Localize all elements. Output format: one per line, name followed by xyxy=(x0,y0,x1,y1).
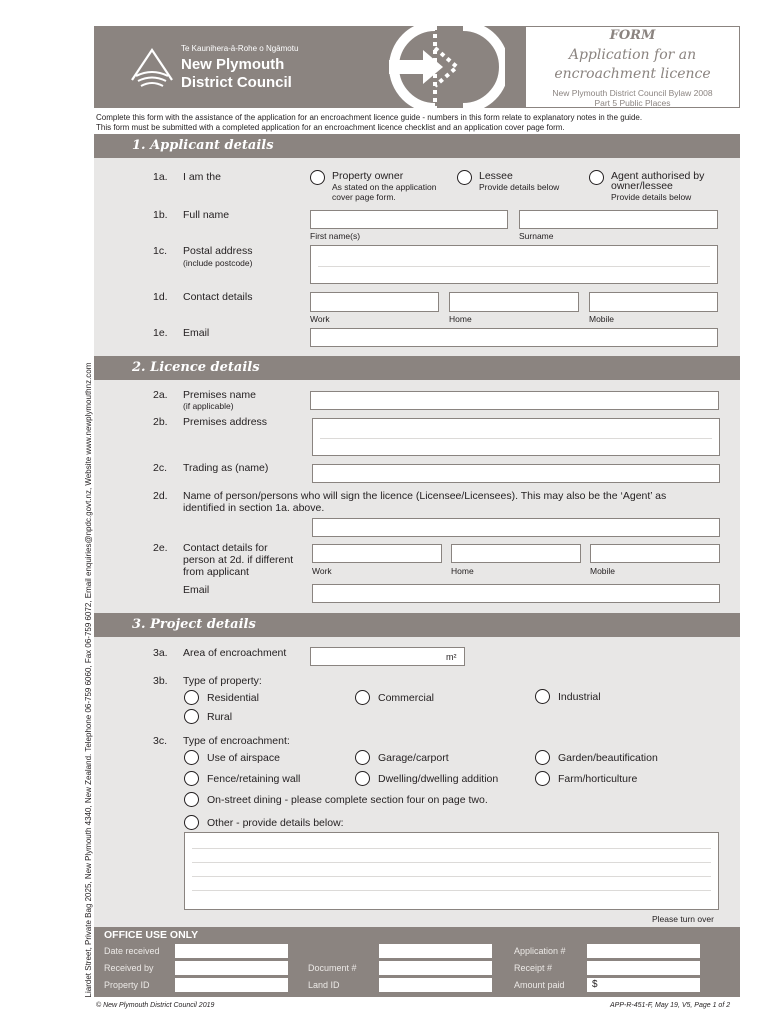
section1-header xyxy=(94,134,740,158)
turn-over-note: Please turn over xyxy=(652,914,714,924)
residential-label: Residential xyxy=(207,692,259,704)
onstreet-dining-label: On-street dining - please complete section four on page two. xyxy=(207,794,488,806)
fence-radio[interactable] xyxy=(184,771,199,786)
q2e-line1: Contact details for xyxy=(183,542,268,554)
rural-label: Rural xyxy=(207,711,233,723)
receipt-no-label: Receipt # xyxy=(514,963,553,973)
bylaw-line1: New Plymouth District Council Bylaw 2008 xyxy=(552,88,713,98)
application-no-label: Application # xyxy=(514,946,566,956)
q1d-label: Contact details xyxy=(183,291,253,303)
q1c-label: Postal address xyxy=(183,245,253,257)
q3c-label: Type of encroachment: xyxy=(183,735,290,747)
postal-address-input[interactable] xyxy=(310,245,718,284)
q2e-line2: person at 2d. if different xyxy=(183,554,294,566)
garden-radio[interactable] xyxy=(535,750,550,765)
other-details-rule1 xyxy=(192,848,711,849)
garden-label: Garden/beautification xyxy=(558,752,658,764)
area-unit: m² xyxy=(446,652,457,662)
trading-as-input[interactable] xyxy=(312,464,720,483)
intro-line1: Complete this form with the assistance of the application for an encroachment licence guide - numbers in this form relate to explanatory notes in the guide. xyxy=(96,113,643,122)
first-name-caption: First name(s) xyxy=(310,231,361,241)
email-input[interactable] xyxy=(310,328,718,347)
q2d-line2: identified in section 1a. above. xyxy=(183,502,325,514)
amount-paid-input[interactable] xyxy=(587,978,700,992)
commercial-label: Commercial xyxy=(378,692,435,704)
residential-radio[interactable] xyxy=(184,690,199,705)
council-name-line2: District Council xyxy=(181,74,292,91)
licensee-home-input[interactable] xyxy=(451,544,581,563)
other-details-rule3 xyxy=(192,876,711,877)
property-id-input[interactable] xyxy=(175,978,288,992)
application-no-input[interactable] xyxy=(587,944,700,958)
q3b-label: Type of property: xyxy=(183,675,262,687)
dwelling-label: Dwelling/dwelling addition xyxy=(378,773,499,785)
q1a-label: I am the xyxy=(183,171,221,183)
licensee-mobile-input[interactable] xyxy=(590,544,720,563)
other-details-rule4 xyxy=(192,890,711,891)
document-no-label: Document # xyxy=(308,963,357,973)
maori-council-name: Te Kaunihera-ā-Rohe o Ngāmotu xyxy=(181,44,299,53)
agent-label-line2: owner/lessee xyxy=(611,180,673,192)
premises-address-rule xyxy=(320,438,712,439)
rural-radio[interactable] xyxy=(184,709,199,724)
contact-side-text: Liardet Street, Private Bag 2025, New Plymouth 4340, New Zealand. Telephone 06-759 6060, Fax 06-759 6072, Email enquiries@npdc.govt.nz, Website www.newplymouthnz.com xyxy=(84,362,93,998)
licensee-home-caption: Home xyxy=(451,566,474,576)
section3-title: 3. Project details xyxy=(132,617,256,632)
commercial-radio[interactable] xyxy=(355,690,370,705)
q2d-num: 2d. xyxy=(153,490,168,502)
council-logo-icon xyxy=(128,46,176,92)
q3a-label: Area of encroachment xyxy=(183,647,287,659)
licensee-work-caption: Work xyxy=(312,566,332,576)
other-label: Other - provide details below: xyxy=(207,817,344,829)
section2-title: 2. Licence details xyxy=(132,360,260,375)
arrow-graphic-icon xyxy=(375,26,505,108)
lessee-sub: Provide details below xyxy=(479,182,560,192)
lessee-label: Lessee xyxy=(479,170,513,182)
q2e-num: 2e. xyxy=(153,542,168,554)
q2c-num: 2c. xyxy=(153,462,168,474)
property-owner-radio[interactable] xyxy=(310,170,325,185)
home-phone-input[interactable] xyxy=(449,292,579,312)
intro-line2: This form must be submitted with a completed application for an encroachment licence checklist and an application cover page form. xyxy=(96,123,565,132)
licensee-email-input[interactable] xyxy=(312,584,720,603)
q2c-label: Trading as (name) xyxy=(183,462,269,474)
q1b-num: 1b. xyxy=(153,209,168,221)
farm-label: Farm/horticulture xyxy=(558,773,638,785)
bylaw-line2: Part 5 Public Places xyxy=(594,98,671,108)
form-title-line1: Application for an xyxy=(568,47,697,63)
work-phone-input[interactable] xyxy=(310,292,439,312)
land-id-input[interactable] xyxy=(379,978,492,992)
industrial-label: Industrial xyxy=(558,691,601,703)
property-id-label: Property ID xyxy=(104,980,150,990)
amount-paid-label: Amount paid xyxy=(514,980,565,990)
received-by-input[interactable] xyxy=(175,961,288,975)
q1b-label: Full name xyxy=(183,209,230,221)
section3-header xyxy=(94,613,740,637)
q2d-line1: Name of person/persons who will sign the licence (Licensee/Licensees). This may also be the ‘Agent’ as xyxy=(183,490,667,502)
property-owner-label: Property owner xyxy=(332,170,404,182)
q2e-line3: from applicant xyxy=(183,566,249,578)
licensee-mobile-caption: Mobile xyxy=(590,566,616,576)
encroachment-area-input[interactable] xyxy=(310,647,465,666)
premises-name-input[interactable] xyxy=(310,391,719,410)
agent-radio[interactable] xyxy=(589,170,604,185)
q3c-num: 3c. xyxy=(153,735,168,747)
farm-radio[interactable] xyxy=(535,771,550,786)
form-title-line2: encroachment licence xyxy=(554,66,711,82)
airspace-radio[interactable] xyxy=(184,750,199,765)
lessee-radio[interactable] xyxy=(457,170,472,185)
garage-radio[interactable] xyxy=(355,750,370,765)
mobile-caption: Mobile xyxy=(589,314,615,324)
other-radio[interactable] xyxy=(184,815,199,830)
land-id-label: Land ID xyxy=(308,980,340,990)
q2b-label: Premises address xyxy=(183,416,268,428)
q3a-num: 3a. xyxy=(153,647,168,659)
q1e-num: 1e. xyxy=(153,327,168,339)
agent-label-line1: Agent authorised by xyxy=(611,170,705,182)
home-caption: Home xyxy=(449,314,472,324)
other-details-textarea[interactable] xyxy=(184,832,719,910)
q1d-num: 1d. xyxy=(153,291,168,303)
q2a-num: 2a. xyxy=(153,389,168,401)
property-owner-sub2: cover page form. xyxy=(332,192,396,202)
currency-symbol: $ xyxy=(592,979,598,990)
dwelling-radio[interactable] xyxy=(355,771,370,786)
postal-address-rule xyxy=(318,266,710,267)
licensee-work-input[interactable] xyxy=(312,544,442,563)
office-blank-input[interactable] xyxy=(379,944,492,958)
garage-label: Garage/carport xyxy=(378,752,449,764)
first-name-input[interactable] xyxy=(310,210,508,229)
q1a-num: 1a. xyxy=(153,171,168,183)
q2a-label: Premises name xyxy=(183,389,256,401)
fence-label: Fence/retaining wall xyxy=(207,773,301,785)
date-received-input[interactable] xyxy=(175,944,288,958)
receipt-no-input[interactable] xyxy=(587,961,700,975)
q3b-num: 3b. xyxy=(153,675,168,687)
q1c-num: 1c. xyxy=(153,245,168,257)
office-use-panel xyxy=(94,927,740,997)
licensee-name-input[interactable] xyxy=(312,518,720,537)
document-no-input[interactable] xyxy=(379,961,492,975)
q1e-label: Email xyxy=(183,327,210,339)
surname-input[interactable] xyxy=(519,210,718,229)
office-use-title: OFFICE USE ONLY xyxy=(104,929,199,941)
industrial-radio[interactable] xyxy=(535,689,550,704)
q1c-sub: (include postcode) xyxy=(183,258,253,268)
q2a-sub: (if applicable) xyxy=(183,401,234,411)
property-owner-sub1: As stated on the application xyxy=(332,182,437,192)
received-by-label: Received by xyxy=(104,963,154,973)
airspace-label: Use of airspace xyxy=(207,752,280,764)
agent-sub: Provide details below xyxy=(611,192,692,202)
section1-title: 1. Applicant details xyxy=(132,138,274,153)
mobile-phone-input[interactable] xyxy=(589,292,718,312)
premises-address-input[interactable] xyxy=(312,418,720,456)
licensee-email-label: Email xyxy=(183,584,210,596)
q2b-num: 2b. xyxy=(153,416,168,428)
section2-header xyxy=(94,356,740,380)
date-received-label: Date received xyxy=(104,946,160,956)
other-details-rule2 xyxy=(192,862,711,863)
form-label: FORM xyxy=(609,28,656,43)
copyright-text: © New Plymouth District Council 2019 xyxy=(96,1002,215,1009)
document-reference: APP-R-451-F, May 19, V5, Page 1 of 2 xyxy=(610,1002,731,1009)
work-caption: Work xyxy=(310,314,330,324)
council-name-line1: New Plymouth xyxy=(181,56,285,73)
onstreet-dining-radio[interactable] xyxy=(184,792,199,807)
surname-caption: Surname xyxy=(519,231,554,241)
